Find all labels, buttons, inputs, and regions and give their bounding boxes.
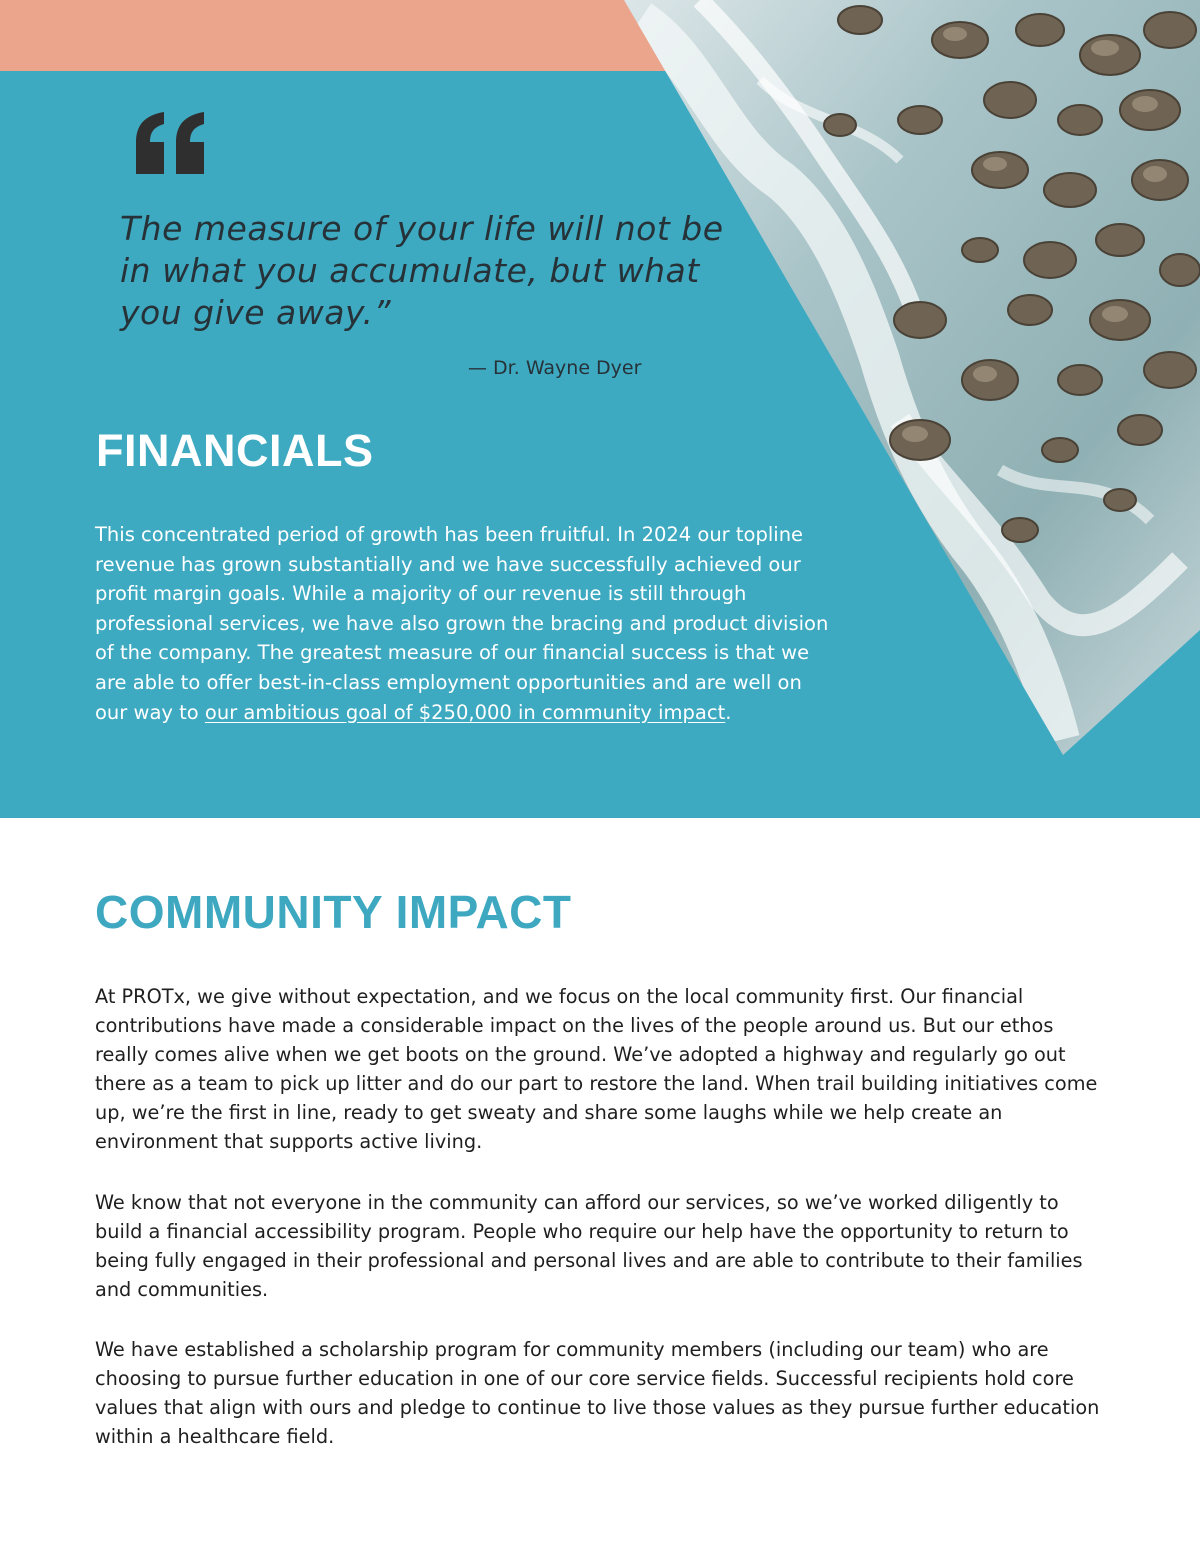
financials-body xyxy=(95,520,840,727)
community-impact-heading: COMMUNITY IMPACT xyxy=(95,886,572,938)
quote-mark-icon xyxy=(130,112,210,174)
community-impact-paragraph: We have established a scholarship program for community members (including our team) who are choosing to pursue further education in one of our core service fields. Successful recipients hold core values that align with ours and pledge to continue to live those values as they pursue further education within a healthcare field. xyxy=(95,1338,1100,1449)
financials-body-text: This concentrated period of growth has been fruitful. In 2024 our topline revenue has grown substantially and we have successfully achieved our profit margin goals. While a majority of our revenue is still through professional services, we have also grown the bracing and product division of the company. The greatest measure of our financial success is that we are able to offer best-in-class employment opportunities and are well on our way to xyxy=(95,523,829,724)
financials-body-end: . xyxy=(725,700,732,724)
community-impact-goal-link[interactable]: our ambitious goal of $250,000 in community impact xyxy=(204,700,726,724)
quote-text: The measure of your life will not be in what you accumulate, but what you give away.” xyxy=(120,209,724,332)
community-impact-paragraph: We know that not everyone in the community can afford our services, so we’ve worked diligently to build a financial accessibility program. People who require our help have the opportunity to return to being fully engaged in their professional and personal lives and are able to contribute to their families and communities. xyxy=(95,1191,1083,1302)
quote-author: — Dr. Wayne Dyer xyxy=(468,357,642,379)
community-impact-paragraph: At PROTx, we give without expectation, and we focus on the local community first. Our financial contributions have made a considerable impact on the lives of the people around us. But our ethos really comes alive when we get boots on the ground. We’ve adopted a highway and regularly go out there as a team to pick up litter and do our part to restore the land. When trail building initiatives come up, we’re the first in line, ready to get sweaty and share some laughs while we help create an environment that supports active living. xyxy=(95,985,1098,1154)
financials-heading: FINANCIALS xyxy=(96,425,374,476)
